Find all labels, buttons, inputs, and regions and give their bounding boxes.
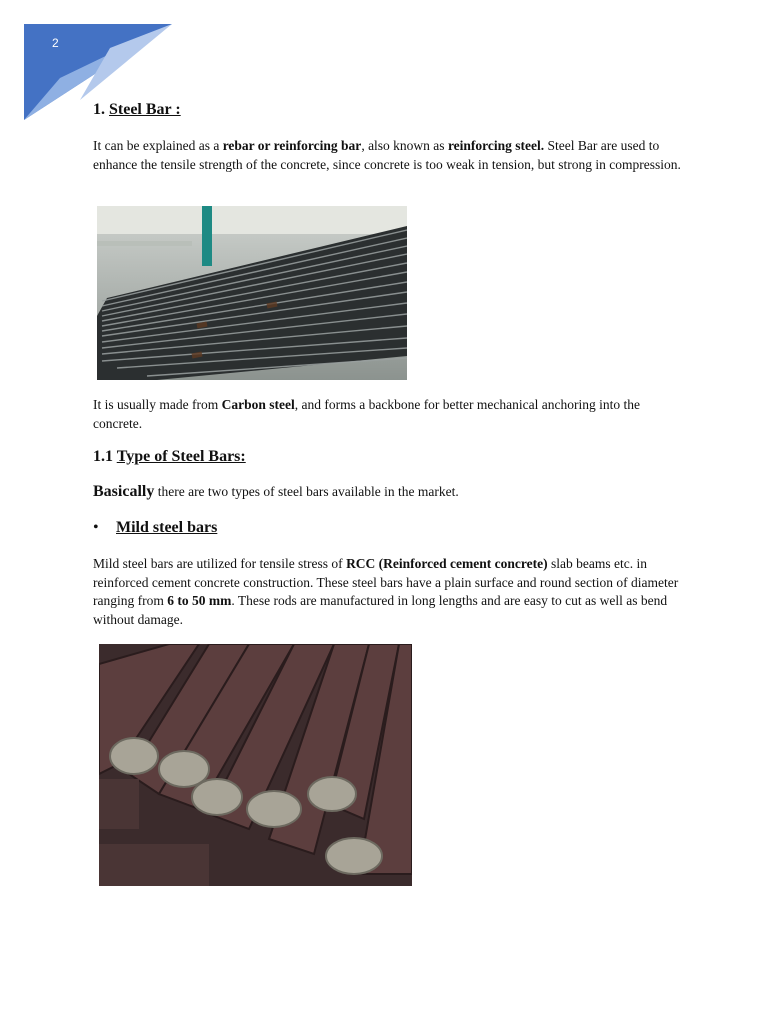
subsection-number: 1.1 [93, 448, 113, 465]
paragraph-steel-bar-intro [93, 137, 683, 174]
bullet-mild-steel-bars [93, 519, 217, 537]
paragraph-carbon-steel [93, 396, 683, 433]
text-run: , also known as [361, 138, 448, 153]
text-run: Steel Bar are used to enhance the tensile strength of the concrete, since concrete is too weak in tension, but strong in compression. [93, 138, 681, 172]
paragraph-basically [93, 483, 683, 502]
subsection-title: Type of Steel Bars: [116, 448, 246, 465]
text-run: Mild steel bars are utilized for tensile stress of [93, 556, 347, 571]
text-run: . These rods are manufactured in long lengths and are easy to cut as well as bend without damage. [93, 593, 668, 627]
bold-term: RCC (Reinforced cement concrete) [346, 556, 548, 571]
page-number: 2 [52, 36, 59, 50]
bullet-label: Mild steel bars [116, 519, 218, 536]
text-run: , and forms a backbone for better mechanical anchoring into the concrete. [93, 397, 640, 431]
rebar-bundle-photo [97, 206, 407, 380]
text-run: It is usually made from [93, 397, 222, 412]
bullet-icon: • [93, 519, 99, 536]
bold-term: 6 to 50 mm [167, 593, 232, 608]
bold-term: reinforcing steel. [447, 138, 545, 153]
text-run: slab beams etc. in reinforced cement concrete construction. These steel bars have a plain surface and round section of diameter ranging from [93, 556, 679, 608]
lead-word: Basically [93, 483, 155, 500]
mild-steel-bars-photo [99, 644, 412, 886]
paragraph-mild-steel [93, 555, 683, 629]
bold-term: Carbon steel [221, 397, 295, 412]
section-heading-steel-bar [93, 101, 181, 119]
text-run: there are two types of steel bars available in the market. [154, 484, 459, 499]
subsection-heading-types [93, 448, 246, 466]
section-number: 1. [93, 101, 105, 118]
section-title: Steel Bar : [109, 101, 181, 118]
text-run: It can be explained as a [93, 138, 223, 153]
bold-term: rebar or reinforcing bar [222, 138, 362, 153]
